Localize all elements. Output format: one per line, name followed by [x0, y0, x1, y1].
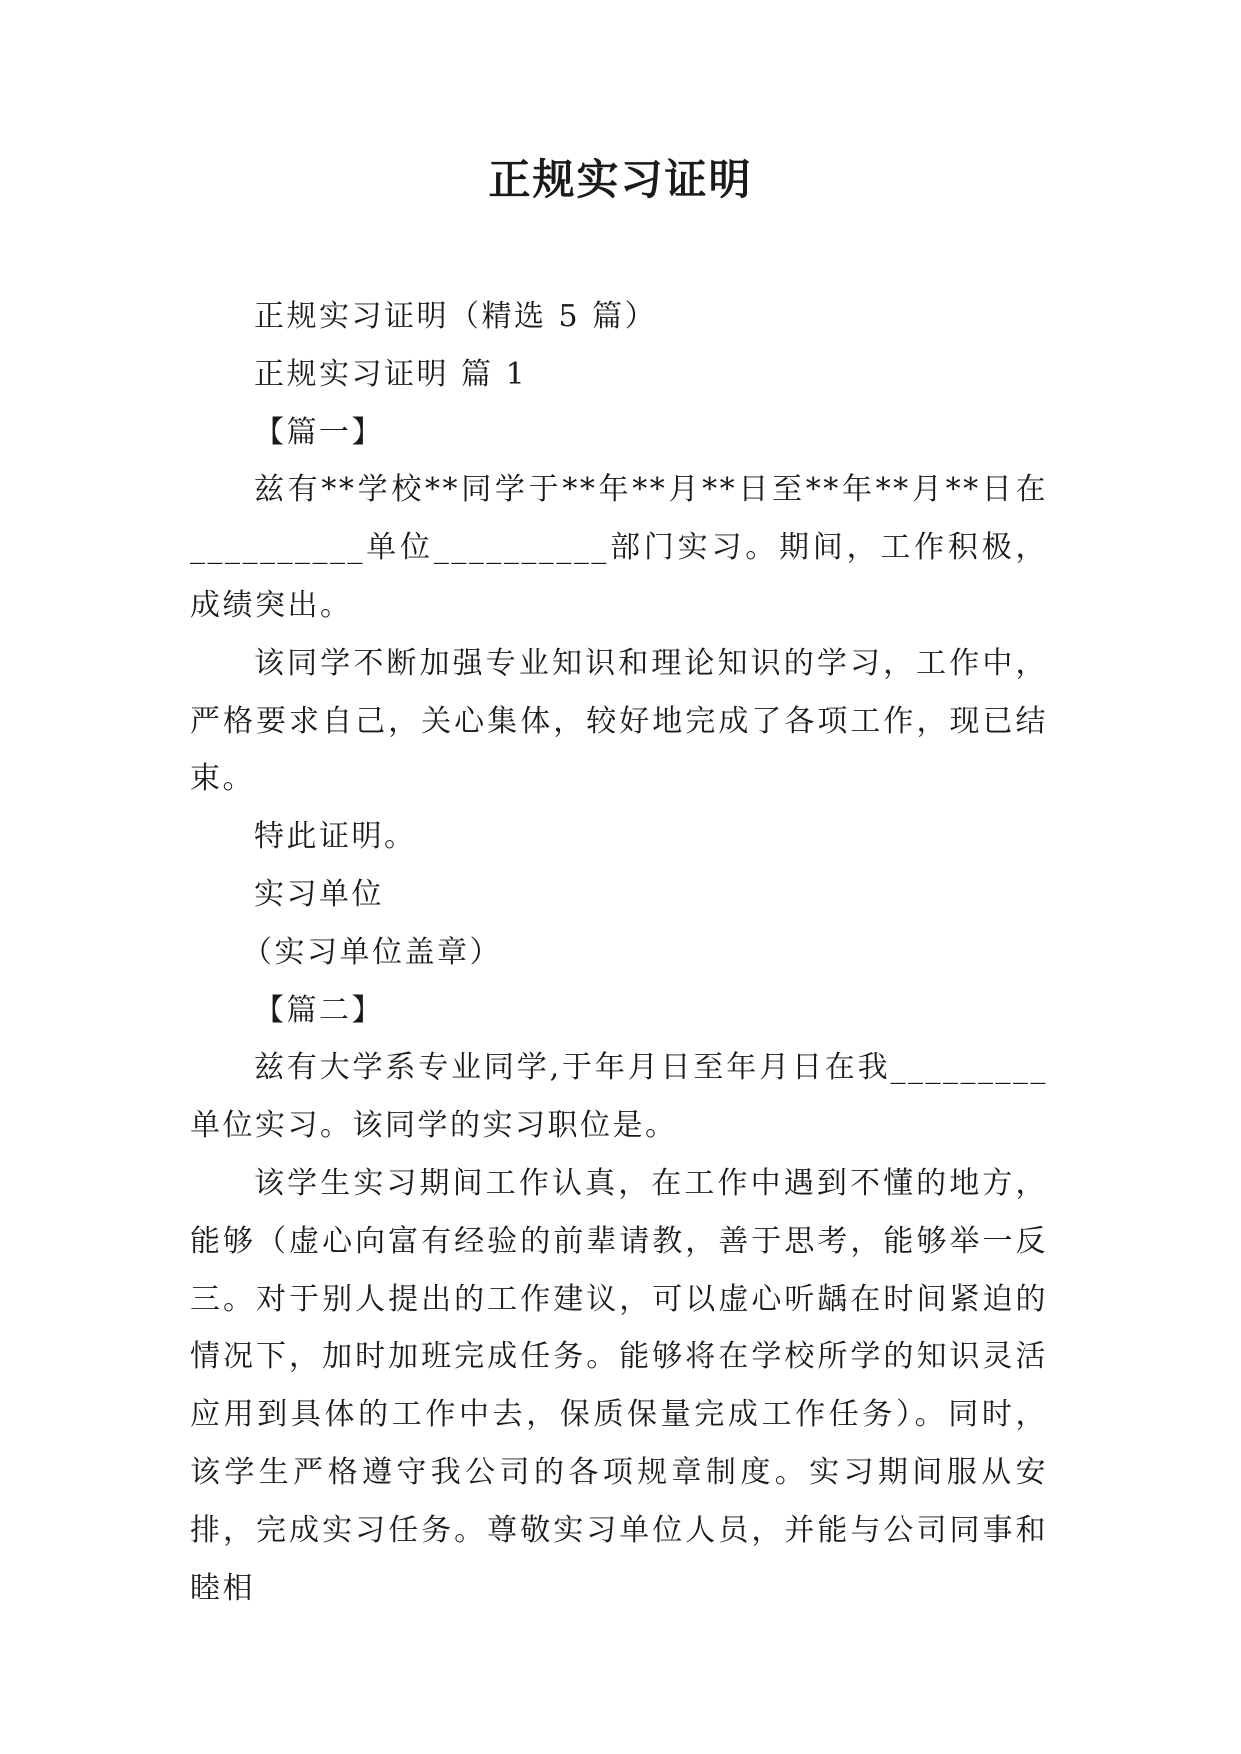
document-title: 正规实习证明 [488, 155, 753, 204]
paragraph-part-two-body: 该学生实习期间工作认真，在工作中遇到不懂的地方，能够（虚心向富有经验的前辈请教，善于思考，能够举一反三。对于别人提出的工作建议，可以虚心听龋在时间紧迫的情况下，加时加班完成任务。能够将在学校所学的知识灵活应用到具体的工作中去，保质保量完成工作任务）。同时，该学生严格遵守我公司的各项规章制度。实习期间服从安排，完成实习任务。尊敬实习单位人员，并能与公司同事和睦相 [190, 1165, 1048, 1606]
paragraph-stamp: （实习单位盖章） [242, 934, 502, 970]
paragraph-part-one-body: 该同学不断加强专业知识和理论知识的学习，工作中，严格要求自己，关心集体，较好地完成了各项工作，现已结束。 [190, 645, 1048, 797]
paragraph-part-one-intro: 兹有**学校**同学于**年**月**日至**年**月**日在__________单位__________部门实习。期间，工作积极，成绩突出。 [190, 472, 1048, 623]
paragraph-section-heading: 正规实习证明 篇 1 [254, 356, 528, 392]
paragraph-part-two-intro: 兹有大学系专业同学,于年月日至年月日在我_________单位实习。该同学的实习职位是。 [190, 1050, 1048, 1144]
paragraph-certification: 特此证明。 [254, 819, 417, 855]
paragraph-unit: 实习单位 [254, 876, 384, 912]
paragraph-part-two-heading: 【篇二】 [254, 992, 384, 1028]
paragraph-subtitle: 正规实习证明（精选 5 篇） [254, 299, 658, 334]
paragraph-part-one-heading: 【篇一】 [254, 414, 384, 450]
document-body [190, 288, 1048, 1617]
